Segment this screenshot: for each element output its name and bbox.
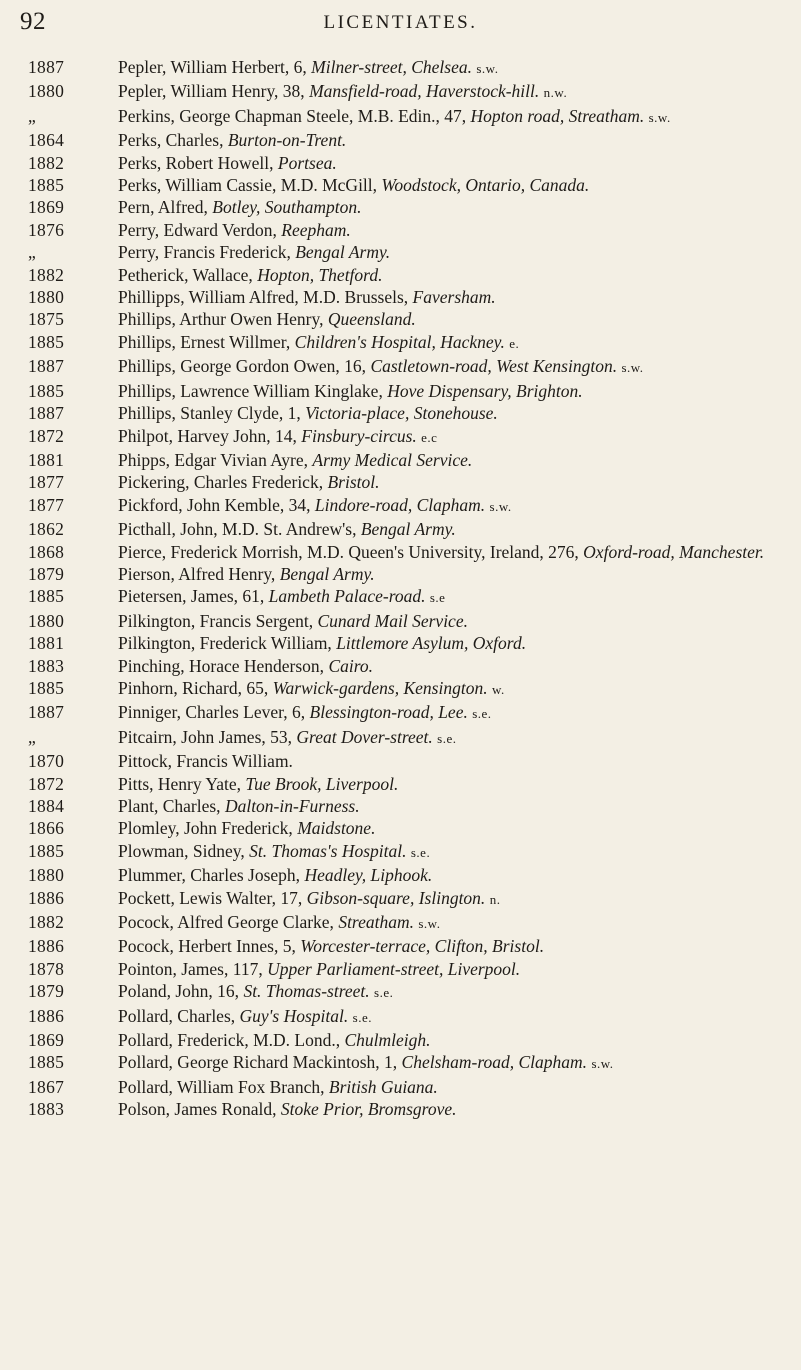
entry-text [118,610,788,632]
entry-name: Pierce, Frederick Morrish, M.D. Queen's University, Ireland, 276, [118,541,584,562]
entry-place: Guy's Hospital. [239,1005,349,1026]
entry-place: Cunard Mail Service. [317,610,468,631]
entry-year: 1867 [28,1076,65,1097]
entry-year: 1880 [28,610,65,631]
entry-place: Maidstone. [297,818,376,839]
entry-name: Petherick, Wallace, [118,264,258,285]
list-item [28,655,788,677]
entry-year: 1880 [28,865,65,886]
list-item [28,494,788,518]
entry-place: Blessington-road, Lee. [309,702,468,723]
list-item [28,355,788,379]
entry-place: Bristol. [327,472,380,493]
entry-text [118,425,788,449]
entry-year: 1869 [28,197,65,218]
list-item [28,1029,788,1051]
entry-year: 1872 [28,425,65,446]
entry-text [118,286,788,308]
entry-text [118,129,788,151]
list-item [28,449,788,471]
entry-place: Littlemore Asylum, Oxford. [336,633,527,654]
entry-place: Army Medical Service. [312,449,473,470]
entry-text [118,80,788,104]
entry-name: Perkins, George Chapman Steele, M.B. Edin., 47, [118,105,471,126]
entry-text [118,1098,788,1120]
entry-district: s.e. [472,706,492,722]
entry-district: s.w. [648,109,671,125]
list-item [28,219,788,241]
list-item [28,1098,788,1120]
entry-name: Pitts, Henry Yate, [118,773,246,794]
entry-place: Stoke Prior, Bromsgrove. [280,1099,457,1120]
entry-name: Pinching, Horace Henderson, [118,655,329,676]
entry-name: Pickford, John Kemble, 34, [118,494,315,515]
entry-place: Milner-street, Chelsea. [311,57,472,77]
entry-year: 1877 [28,472,65,493]
list-item [28,1005,788,1029]
entry-year: 1885 [28,175,65,196]
entry-name: Phipps, Edgar Vivian Ayre, [118,449,313,470]
entry-place: Faversham. [412,287,496,308]
entry-place: Gibson-square, Islington. [306,887,486,908]
list-item [28,380,788,402]
entry-year: 1886 [28,936,65,957]
entry-name: Pollard, Charles, [118,1005,240,1026]
entry-name: Phillipps, William Alfred, M.D. Brussels, [118,287,413,308]
list-item [28,980,788,1004]
entry-year: 1864 [28,130,65,151]
entry-place: Cairo. [328,655,374,676]
entry-district: s.w. [591,1056,614,1072]
entry-year: 1887 [28,356,65,377]
entry-year: 1887 [28,57,65,77]
entry-text [118,864,788,886]
entry-year: 1882 [28,152,65,173]
entry-place: Queensland. [327,309,416,330]
entry-text [118,402,788,424]
entry-name: Perry, Edward Verdon, [118,219,282,240]
entry-year: 1872 [28,773,65,794]
entry-text [118,911,788,935]
entry-place: Warwick-gardens, Kensington. [272,677,488,698]
entry-name: Perks, Charles, [118,130,228,151]
entry-district: s.e. [410,844,431,860]
entry-text [118,980,788,1004]
entry-district: s.w. [489,498,512,514]
entry-place: British Guiana. [328,1076,438,1097]
entry-year: 1877 [28,494,65,515]
entry-text [118,174,788,196]
list-item [28,1051,788,1075]
list-item [28,518,788,540]
entry-year: „ [28,105,37,126]
entry-name: Phillips, George Gordon Owen, 16, [118,356,371,377]
entry-place: Castletown-road, West Kensington. [370,356,618,377]
entry-name: Pocock, Alfred George Clarke, [118,912,339,933]
entry-name: Pollard, George Richard Mackintosh, 1, [118,1052,402,1073]
list-item [28,935,788,957]
entry-name: Pickering, Charles Frederick, [118,472,328,493]
entry-district: e.c [421,429,438,445]
entry-place: Great Dover-street. [296,726,433,747]
entry-place: Hopton road, Streatham. [470,105,645,126]
list-item [28,795,788,817]
entry-text [118,795,788,817]
list-item [28,331,788,355]
entry-place: Hopton, Thetford. [257,264,383,285]
entry-place: Oxford-road, Manchester. [583,541,765,562]
entry-year: 1885 [28,331,65,352]
entry-text [118,308,788,330]
entry-text [118,152,788,174]
entry-name: Pointon, James, 117, [118,958,268,979]
entry-text [118,196,788,218]
entry-text [118,56,788,80]
entry-place: Mansfield-road, Haverstock-hill. [309,81,540,102]
entry-name: Phillips, Stanley Clyde, 1, [118,403,306,424]
list-item [28,241,788,263]
entry-place: St. Thomas's Hospital. [249,840,407,861]
entry-year: 1885 [28,677,65,698]
entry-district: n. [489,891,501,907]
list-item [28,726,788,750]
entry-text [118,105,788,129]
entry-place: Lindore-road, Clapham. [314,494,486,515]
entry-text [118,677,788,701]
entry-year: 1879 [28,563,65,584]
list-item [28,264,788,286]
entry-place: Botley, Southampton. [212,197,362,218]
entry-year: 1885 [28,586,65,607]
entry-name: Pollard, Frederick, M.D. Lond., [118,1030,345,1051]
list-item [28,773,788,795]
list-item [28,402,788,424]
entry-text [118,585,788,609]
list-item [28,286,788,308]
entry-year: 1887 [28,403,65,424]
entry-text [118,750,788,772]
list-item [28,840,788,864]
entry-year: 1878 [28,958,65,979]
entry-text [118,958,788,980]
entry-text [118,1005,788,1029]
list-item [28,105,788,129]
entry-place: Woodstock, Ontario, Canada. [381,175,590,196]
entry-year: 1885 [28,1052,65,1073]
entry-year: 1862 [28,519,65,540]
list-item [28,174,788,196]
entry-year: 1869 [28,1030,65,1051]
entry-year: 1868 [28,541,65,562]
entry-name: Picthall, John, M.D. St. Andrew's, [118,519,361,540]
entry-name: Pocock, Herbert Innes, 5, [118,936,301,957]
entry-text [118,449,788,471]
entry-year: 1882 [28,264,65,285]
entry-year: 1887 [28,702,65,723]
entry-year: „ [28,242,37,263]
entry-year: 1883 [28,1099,65,1120]
entry-text [118,935,788,957]
list-item [28,152,788,174]
entry-name: Phillips, Lawrence William Kinglake, [118,380,388,401]
list-item [28,471,788,493]
entry-name: Perks, Robert Howell, [118,152,278,173]
entry-year: 1883 [28,655,65,676]
entry-place: Finsbury-circus. [301,425,417,446]
entry-year: 1881 [28,633,65,654]
entry-name: Pierson, Alfred Henry, [118,563,280,584]
list-item [28,632,788,654]
entry-name: Poland, John, 16, [118,981,244,1002]
entry-district: s.e. [352,1009,372,1025]
entry-place: Victoria-place, Stonehouse. [305,403,498,424]
entry-text [118,518,788,540]
entry-district: s.e [429,590,446,606]
list-item [28,750,788,772]
entry-district: n.w. [543,85,568,101]
entry-place: Upper Parliament-street, Liverpool. [267,958,521,979]
entry-district: s.w. [476,61,499,76]
entry-year: 1886 [28,887,65,908]
entry-year: 1885 [28,840,65,861]
entry-text [118,541,788,563]
entry-place: Chulmleigh. [344,1030,431,1051]
entry-year: 1880 [28,287,65,308]
list-item [28,701,788,725]
entry-place: Bengal Army. [279,563,375,584]
entry-text [118,355,788,379]
entry-name: Philpot, Harvey John, 14, [118,425,302,446]
entry-text [118,1076,788,1098]
entry-name: Pepler, William Henry, 38, [118,81,310,102]
entry-place: Hove Dispensary, Brighton. [387,380,583,401]
entry-name: Pern, Alfred, [118,197,213,218]
entry-district: s.e. [374,985,394,1001]
entry-text [118,241,788,263]
entry-place: Reepham. [281,219,351,240]
running-head: LICENTIATES. [323,12,478,33]
entry-year: 1875 [28,309,65,330]
list-item [28,887,788,911]
list-item [28,677,788,701]
entry-year: 1870 [28,751,65,772]
list-item [28,563,788,585]
entry-district: w. [491,681,505,697]
entry-year: 1881 [28,449,65,470]
entry-name: Pepler, William Herbert, 6, [118,57,312,77]
list-item [28,1076,788,1098]
entry-name: Phillips, Arthur Owen Henry, [118,309,328,330]
entry-district: e. [509,335,520,351]
list-item [28,958,788,980]
entry-place: Bengal Army. [360,519,456,540]
list-item [28,129,788,151]
entry-name: Pinniger, Charles Lever, 6, [118,702,310,723]
entry-name: Pockett, Lewis Walter, 17, [118,887,307,908]
entry-place: Headley, Liphook. [304,865,433,886]
entry-name: Phillips, Ernest Willmer, [118,331,295,352]
entry-name: Perks, William Cassie, M.D. McGill, [118,175,382,196]
entry-year: 1880 [28,81,65,102]
entry-place: Chelsham-road, Clapham. [401,1052,588,1073]
entry-name: Pilkington, Frederick William, [118,633,337,654]
entry-name: Pitcairn, John James, 53, [118,726,297,747]
entry-name: Pietersen, James, 61, [118,586,269,607]
list-item [28,80,788,104]
list-item [28,585,788,609]
licentiates-list [28,56,788,1121]
list-item [28,864,788,886]
entry-year: 1882 [28,912,65,933]
entry-district: s.w. [621,360,644,376]
list-item [28,610,788,632]
entry-text [118,632,788,654]
entry-place: Dalton-in-Furness. [224,796,360,816]
entry-name: Perry, Francis Frederick, [118,242,296,263]
entry-place: Worcester-terrace, Clifton, Bristol. [300,936,545,957]
page-number: 92 [20,8,46,35]
entry-year: 1866 [28,818,65,839]
list-item [28,56,788,80]
entry-year: 1884 [28,796,65,816]
entry-text [118,264,788,286]
entry-name: Pilkington, Francis Sergent, [118,610,318,631]
entry-place: Streatham. [338,912,414,933]
entry-text [118,701,788,725]
entry-text [118,219,788,241]
entry-place: Tue Brook, Liverpool. [245,773,399,794]
entry-text [118,331,788,355]
entry-name: Pittock, Francis William. [118,751,293,772]
entry-year: 1885 [28,380,65,401]
entry-name: Pollard, William Fox Branch, [118,1076,329,1097]
list-item [28,196,788,218]
entry-text [118,494,788,518]
entry-text [118,655,788,677]
entry-text [118,1029,788,1051]
entry-text [118,471,788,493]
list-item [28,541,788,563]
entry-year: 1879 [28,981,65,1002]
list-item [28,425,788,449]
entry-text [118,380,788,402]
entry-text [118,840,788,864]
entry-year: „ [28,726,37,747]
entry-name: Polson, James Ronald, [118,1099,281,1120]
entry-year: 1886 [28,1005,65,1026]
entry-name: Plummer, Charles Joseph, [118,865,305,886]
entry-district: s.e. [437,730,457,746]
entry-name: Plowman, Sidney, [118,840,250,861]
entry-name: Pinhorn, Richard, 65, [118,677,273,698]
entry-place: Burton-on-Trent. [227,130,347,151]
entry-text [118,887,788,911]
entry-district: s.w. [418,916,441,932]
entry-year: 1876 [28,219,65,240]
entry-text [118,563,788,585]
entry-text [118,773,788,795]
list-item [28,911,788,935]
entry-text [118,1051,788,1075]
entry-place: Children's Hospital, Hackney. [294,331,505,352]
entry-place: Lambeth Palace-road. [268,586,426,607]
list-item [28,308,788,330]
list-item [28,817,788,839]
entry-place: Portsea. [277,152,337,173]
entry-place: St. Thomas-street. [243,981,370,1002]
entry-text [118,817,788,839]
entry-text [118,726,788,750]
entry-name: Plant, Charles, [118,796,225,816]
entry-name: Plomley, John Frederick, [118,818,298,839]
entry-place: Bengal Army. [295,242,391,263]
